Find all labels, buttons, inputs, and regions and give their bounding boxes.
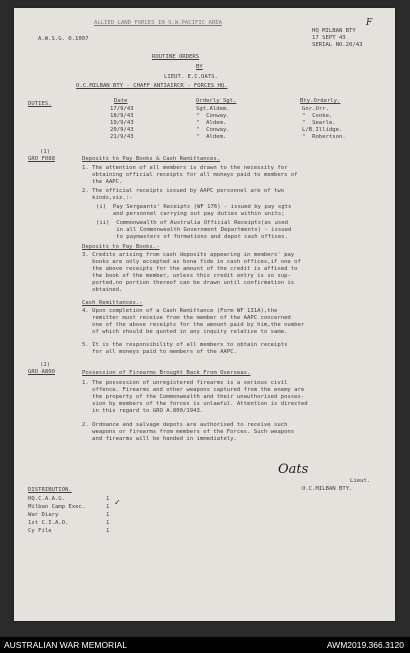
distribution-recipient: War Diary xyxy=(28,512,59,518)
document-title-officer: LIEUT. E.C.OATS. xyxy=(164,74,218,80)
corner-mark: F xyxy=(366,18,373,28)
section1-heading: Deposits to Pay Books & Cash Remittances. xyxy=(82,156,221,162)
section2-heading: Possession of Firearms Brought Back From Overseas. xyxy=(82,370,251,376)
section1-paragraph-2-i: (i) Pay Sergeants' Receipts (WF 176) - issued by pay sgts and personnel carrying out pay duties within units; xyxy=(96,204,292,217)
distribution-label: DISTRIBUTION. xyxy=(28,487,72,493)
document-title: ROUTINE ORDERS xyxy=(152,54,200,60)
duties-cell-orderly: " Cooke. xyxy=(302,113,333,119)
duties-cell-sgt: " Aldem. xyxy=(196,134,227,140)
section1-paragraph-5: 5. It is the responsibility of all members to obtain receipts for all moneys paid to members of the AAPC. xyxy=(82,342,288,355)
section2-paragraph-2: 2. Ordnance and salvage depots are authorised to receive such weapons or firearms from members of the Forces. Such weapons and firearms will be handed in immediately. xyxy=(82,422,295,442)
document-title-unit: O.C.MILBAN BTY - CHAFF ANTIAIRCR - FORCES HQ. xyxy=(76,83,228,89)
section2-number: (2) xyxy=(40,362,51,368)
section1-subheading-remittances: Cash Remittances.- xyxy=(82,300,143,306)
duties-cell-date: 17/9/43 xyxy=(110,106,134,112)
section1-subheading-deposits: Deposits to Pay Books.- xyxy=(82,244,160,250)
reference-left: A.W.S.G. 0.1007 xyxy=(38,36,89,42)
duties-cell-sgt: " Aldem. xyxy=(196,120,227,126)
distribution-recipient: Cy File xyxy=(28,528,52,534)
duties-cell-orderly: " Robertson. xyxy=(302,134,346,140)
section2-tag: GRO A800 xyxy=(28,369,55,375)
duties-cell-orderly: Gnr.Orr. xyxy=(302,106,329,112)
duties-cell-date: 18/9/43 xyxy=(110,113,134,119)
duties-cell-orderly: L/B.Illidge. xyxy=(302,127,343,133)
signature: Oats xyxy=(278,462,309,477)
section1-paragraph-2: 2. The official receipts issued by AAPC personnel are of two kinds,viz.:- xyxy=(82,188,285,201)
distribution-copies: 1 xyxy=(106,512,110,518)
footer-institution: AUSTRALIAN WAR MEMORIAL xyxy=(4,640,127,650)
distribution-copies: 1 xyxy=(106,504,110,510)
duties-cell-sgt: " Conway. xyxy=(196,127,230,133)
duties-cell-sgt: " Conway. xyxy=(196,113,230,119)
duties-cell-date: 20/9/43 xyxy=(110,127,134,133)
section1-paragraph-4: 4. Upon completion of a Cash Remittance (Form WF 131A),the remitter must receive from the member of the AAPC concerned one of the above receipts for the amount paid by him,the number of which should be quoted in any inquiry relative to same. xyxy=(82,308,305,335)
duties-header-date: Date xyxy=(114,98,128,104)
classification-header: ALLIED LAND FORCES IN S.W.PACIFIC AREA xyxy=(94,20,222,26)
section2-paragraph-1: 1. The possession of unregistered firearms is a serious civil offence. Firearms and other weapons captured from the enemy are the property of the Commonwealth and their unauthorised posses- sion by members of the forces is unlawful. Attention is directed in this regard to GRO A.800/1943. xyxy=(82,380,308,414)
archive-footer xyxy=(0,637,410,653)
duties-cell-date: 19/9/43 xyxy=(110,120,134,126)
duties-label: DUTIES. xyxy=(28,101,52,107)
section1-tag: GRO F088 xyxy=(28,156,55,162)
reference-right-serial: SERIAL NO.20/43 xyxy=(312,42,363,48)
document-page xyxy=(14,8,395,621)
distribution-recipient: 1st C.I.A.O. xyxy=(28,520,69,526)
distribution-copies: 1 xyxy=(106,520,110,526)
duties-header-orderly-sgt: Orderly Sgt. xyxy=(196,98,237,104)
duties-header-bty-orderly: Bty.Orderly. xyxy=(300,98,341,104)
signature-rank: Lieut. xyxy=(350,478,371,484)
distribution-copies: 1 xyxy=(106,528,110,534)
section1-paragraph-3: 3. Credits arising from cash deposits appearing in members' pay books are only accepted as bona fide in cash offices,if one of the above receipts for the amount of the credit is affixed to the book of the member, unless this credit entry is so sup- ported,no portion thereof can be drawn until confirmation is obtained. xyxy=(82,252,301,293)
signature-unit: O.C.MILBAN BTY. xyxy=(302,486,353,492)
reference-right-date: 17 SEPT 43 xyxy=(312,35,346,41)
footer-accession-number: AWM2019.366.3120 xyxy=(326,640,404,650)
distribution-copies: 1 xyxy=(106,496,110,502)
distribution-recipient: Milban Camp Exec. xyxy=(28,504,86,510)
checkmark-icon: ✓ xyxy=(114,498,121,507)
duties-cell-sgt: Sgt.Aldem. xyxy=(196,106,230,112)
duties-cell-orderly: " Searle. xyxy=(302,120,336,126)
section1-number: (1) xyxy=(40,149,51,155)
section1-paragraph-1: 1. The attention of all members is drawn to the necessity for obtaining official receipts for all moneys paid to members of the AAPC. xyxy=(82,165,298,185)
section1-paragraph-2-ii: (ii) Commonwealth of Australia Official Receipts(as used in all Commonwealth Government Departments) - issued to paymasters of formations and depot cash offices. xyxy=(96,220,292,240)
duties-cell-date: 21/9/43 xyxy=(110,134,134,140)
reference-right-unit: HQ MILBAN BTY xyxy=(312,28,356,34)
document-title-by: BY xyxy=(196,64,203,70)
distribution-recipient: HQ.C.A.A.G. xyxy=(28,496,66,502)
